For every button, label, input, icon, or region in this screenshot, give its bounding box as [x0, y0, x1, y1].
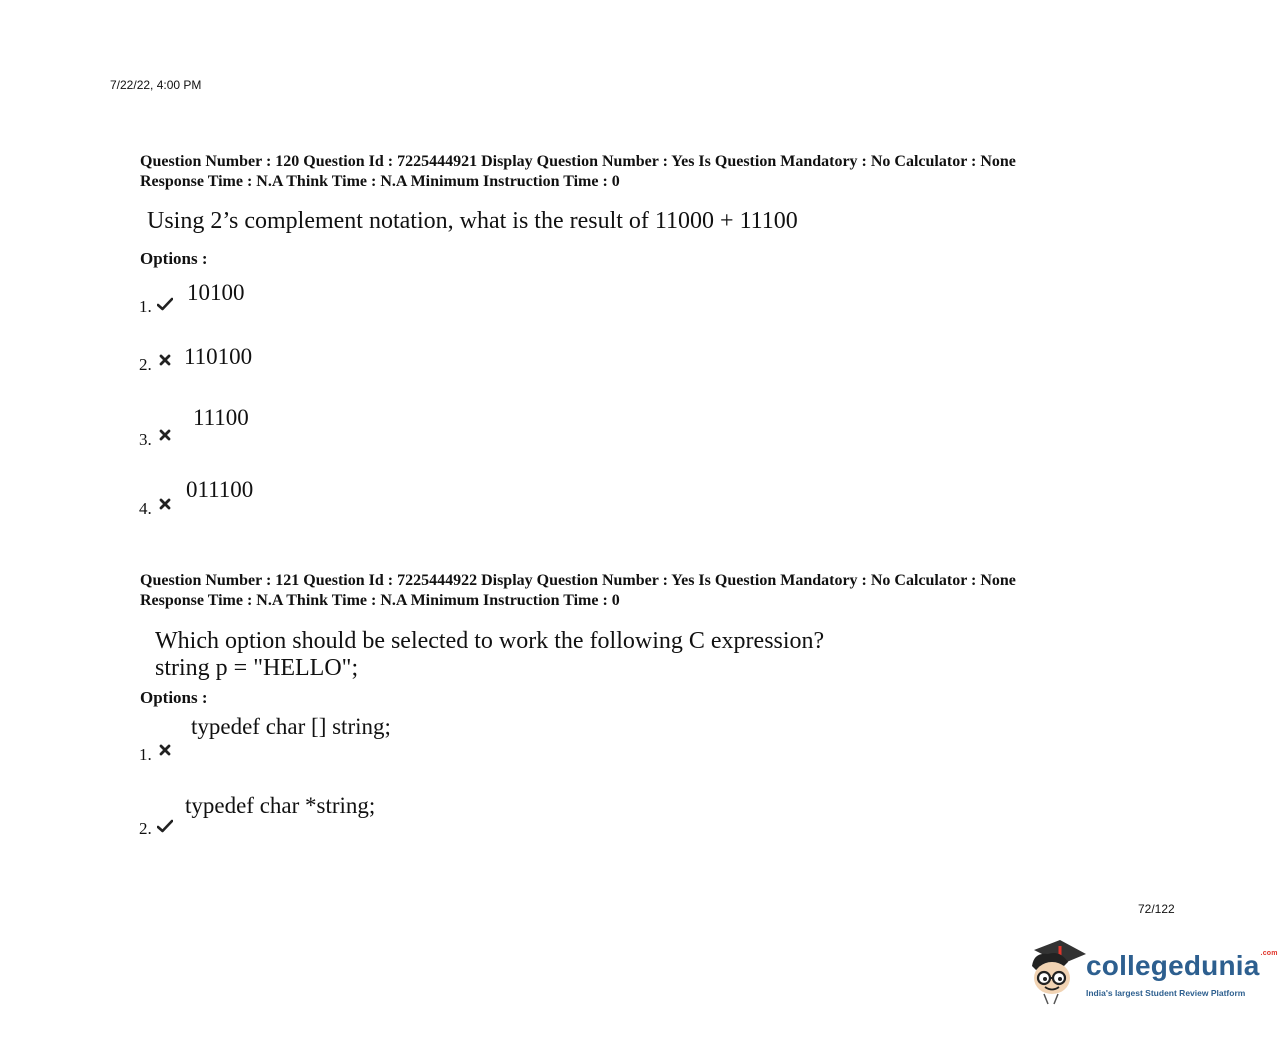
options-label: Options : [140, 688, 208, 707]
question-meta-line1: Question Number : 121 Question Id : 7225444922 Display Question Number : Yes Is Question Mandatory : No Calculator : None [140, 572, 1016, 589]
question-text-line2: string p = "HELLO"; [155, 655, 359, 681]
option-text: typedef char [] string; [191, 714, 391, 739]
question-meta-line1: Question Number : 120 Question Id : 7225444921 Display Question Number : Yes Is Question Mandatory : No Calculator : None [140, 153, 1016, 170]
cross-icon [159, 744, 175, 760]
option-text: 10100 [187, 280, 245, 305]
cross-icon [159, 429, 175, 445]
option-number: 4. [139, 499, 152, 518]
question-text: Using 2’s complement notation, what is the result of 11000 + 11100 [147, 208, 798, 234]
option-number: 1. [139, 745, 152, 764]
options-label: Options : [140, 249, 208, 268]
logo-tld: .com [1260, 950, 1278, 957]
mascot-icon [1024, 936, 1086, 1013]
check-icon [157, 297, 173, 313]
option-number: 1. [139, 297, 152, 316]
option-text: 110100 [184, 344, 253, 369]
collegedunia-logo [1022, 936, 1278, 1008]
check-icon [157, 819, 173, 835]
question-text-line1: Which option should be selected to work the following C expression? [155, 628, 825, 654]
option-text: 11100 [193, 405, 249, 430]
option-text: typedef char *string; [185, 793, 376, 818]
page-number: 72/122 [1138, 902, 1175, 916]
logo-tagline: India's largest Student Review Platform [1086, 988, 1246, 998]
question-meta-line2: Response Time : N.A Think Time : N.A Minimum Instruction Time : 0 [140, 592, 620, 609]
cross-icon [159, 498, 175, 514]
cross-icon [159, 354, 175, 370]
question-meta-line2: Response Time : N.A Think Time : N.A Minimum Instruction Time : 0 [140, 173, 620, 190]
option-number: 3. [139, 430, 152, 449]
option-text: 011100 [186, 477, 254, 502]
option-number: 2. [139, 819, 152, 838]
print-timestamp: 7/22/22, 4:00 PM [110, 78, 202, 92]
option-number: 2. [139, 355, 152, 374]
logo-wordmark: collegedunia$^{.com}$ [1086, 950, 1278, 981]
